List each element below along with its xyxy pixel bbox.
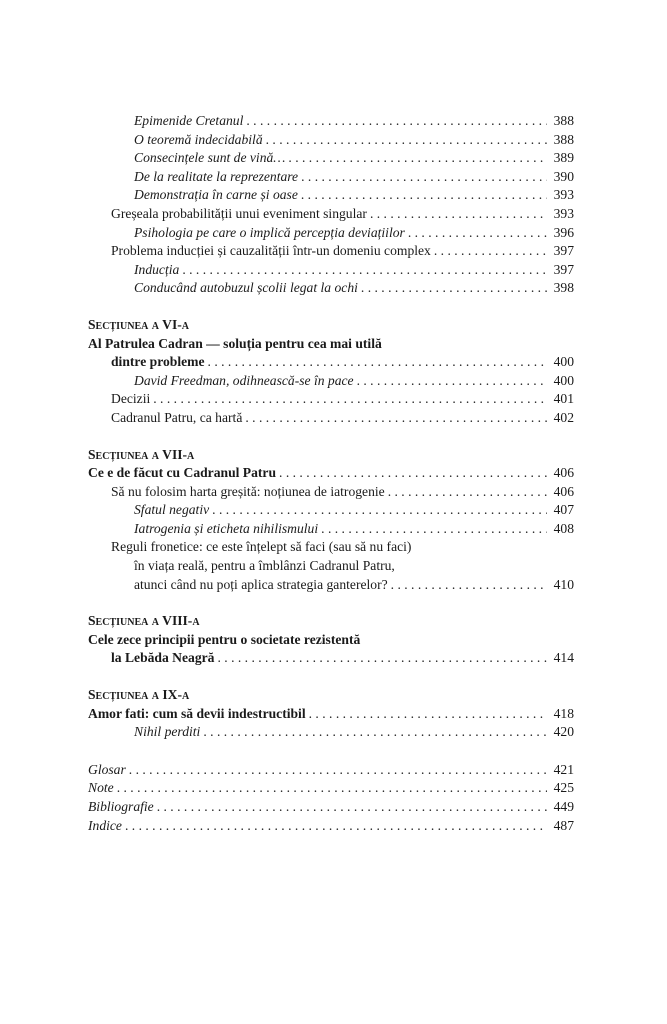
toc-entry-page: 421 [553,761,574,777]
toc-entry [88,798,574,817]
section-8-header: Secțiunea a VIII-a [88,613,200,629]
section-6-title-line1: Al Patrulea Cadran — soluția pentru cea mai utilă [88,335,382,351]
toc-entry-title: Să nu folosim harta greșită: noțiunea de iatrogenie [111,483,385,499]
spacer [88,742,574,761]
toc-entry-page: 397 [553,261,574,277]
toc-entry-page: 396 [553,224,574,240]
toc-entry-title: Iatrogenia și eticheta nihilismului [134,520,319,536]
back-matter [88,761,574,835]
section-8-title-line1: Cele zece principii pentru o societate rezistentă [88,631,361,647]
toc-entry-page: 390 [553,168,574,184]
toc-entry-page: 402 [553,409,574,425]
toc-entry-page: 393 [553,205,574,221]
toc-entry-title: Decizii [111,391,151,407]
toc-entry-title: O teoremă indecidabilă [134,131,263,147]
toc-entry [88,261,574,280]
toc-entry-page: 400 [553,372,574,388]
toc-entry-title: Demonstrația în carne și oase [134,187,298,203]
toc-entry [88,409,574,428]
section-7-rules-page: 410 [553,576,574,592]
toc-entry [88,205,574,224]
section-9-title-row [88,705,574,724]
toc-entry-page: 393 [553,187,574,203]
toc-entry-title: David Freedman, odihnească-se în pace [134,372,354,388]
section-7-header: Secțiunea a VII-a [88,446,195,462]
table-of-contents [88,112,574,835]
dot-leader [208,353,547,372]
dot-leader [182,261,547,280]
toc-entry-page: 389 [553,150,574,166]
dot-leader [246,112,547,131]
dot-leader [217,649,547,668]
dot-leader [370,205,547,224]
toc-entry-title: Inducția [134,261,180,277]
section-7-entries [88,483,574,539]
toc-entry [88,723,574,742]
toc-entry-title: Psihologia pe care o implică percepția deviațiilor [134,224,405,240]
dot-leader [357,372,547,391]
toc-entry [88,149,574,168]
dot-leader [157,798,547,817]
toc-entry [88,817,574,836]
toc-entry [88,186,574,205]
dot-leader [434,242,547,261]
toc-entry [88,131,574,150]
section-6-title-row [88,353,574,372]
toc-entry-title: Note [88,780,114,796]
section-9-header: Secțiunea a IX-a [88,687,190,703]
toc-entry-page: 407 [553,502,574,518]
toc-entry [88,390,574,409]
section-7-rules-line2: în viața reală, pentru a îmblânzi Cadranul Patru, [134,558,395,574]
section-9-page: 418 [553,705,574,721]
toc-block-1 [88,112,574,298]
toc-entry-page: 388 [553,113,574,128]
toc-entry [88,242,574,261]
section-6-title-line2: dintre probleme [111,354,205,370]
dot-leader [117,779,547,798]
toc-entry-page: 398 [553,280,574,296]
toc-entry [88,483,574,502]
toc-entry [88,372,574,391]
toc-entry-title: Cadranul Patru, ca hartă [111,409,243,425]
toc-entry [88,168,574,187]
section-7-rules-row [88,576,574,595]
section-7-title: Ce e de făcut cu Cadranul Patru [88,465,277,481]
dot-leader [408,224,547,243]
toc-entry-title: Indice [88,817,122,833]
section-8-title-line2: la Lebăda Neagră [111,650,215,666]
section-7-rules-line3: atunci când nu poți aplica strategia ganterelor? [134,576,388,592]
section-8-title-row [88,649,574,668]
dot-leader [203,723,547,742]
dot-leader [301,186,547,205]
dot-leader [388,483,547,502]
dot-leader [391,576,547,595]
toc-entry-title: Epimenide Cretanul [134,113,244,128]
section-6-entries [88,372,574,428]
toc-entry-page: 401 [553,391,574,407]
toc-entry-title: Nihil perditi [134,724,201,740]
toc-entry [88,224,574,243]
dot-leader [288,149,547,168]
toc-entry-title: De la realitate la reprezentare [134,168,299,184]
toc-entry-title: Sfatul negativ [134,502,210,518]
toc-entry-title: Glosar [88,761,126,777]
toc-entry-page: 397 [553,243,574,259]
section-9-title: Amor fati: cum să devii indestructibil [88,705,306,721]
dot-leader [245,409,547,428]
section-9-entries [88,723,574,742]
toc-entry-title: Bibliografie [88,799,154,814]
toc-entry-page: 487 [553,817,574,833]
dot-leader [153,390,547,409]
section-7-rules-line1: Reguli fronetice: ce este înțelept să faci (sau să nu faci) [111,539,412,555]
toc-entry-title: Problema inducției și cauzalității într-un domeniu complex [111,243,431,259]
toc-entry-title: Conducând autobuzul școlii legat la ochi [134,280,358,296]
toc-entry [88,501,574,520]
dot-leader [361,279,547,298]
toc-entry-page: 449 [553,799,574,814]
section-6-page: 400 [553,354,574,370]
dot-leader [279,464,547,483]
dot-leader [125,817,547,836]
toc-entry [88,112,574,131]
toc-entry-title: Consecințele sunt de vină… [134,150,286,166]
toc-entry-page: 425 [553,780,574,796]
toc-entry-page: 420 [553,724,574,740]
section-8-page: 414 [553,650,574,666]
dot-leader [321,520,547,539]
toc-entry [88,779,574,798]
dot-leader [301,168,547,187]
dot-leader [212,501,547,520]
toc-entry [88,279,574,298]
toc-entry [88,520,574,539]
section-7-title-row [88,464,574,483]
toc-entry-title: Greșeala probabilității unui eveniment singular [111,205,367,221]
section-7-page: 406 [553,465,574,481]
dot-leader [266,131,547,150]
toc-entry-page: 388 [553,131,574,147]
toc-entry-page: 408 [553,520,574,536]
dot-leader [309,705,547,724]
toc-entry-page: 406 [553,483,574,499]
toc-entry [88,761,574,780]
section-6-header: Secțiunea a VI-a [88,316,189,332]
dot-leader [129,761,547,780]
